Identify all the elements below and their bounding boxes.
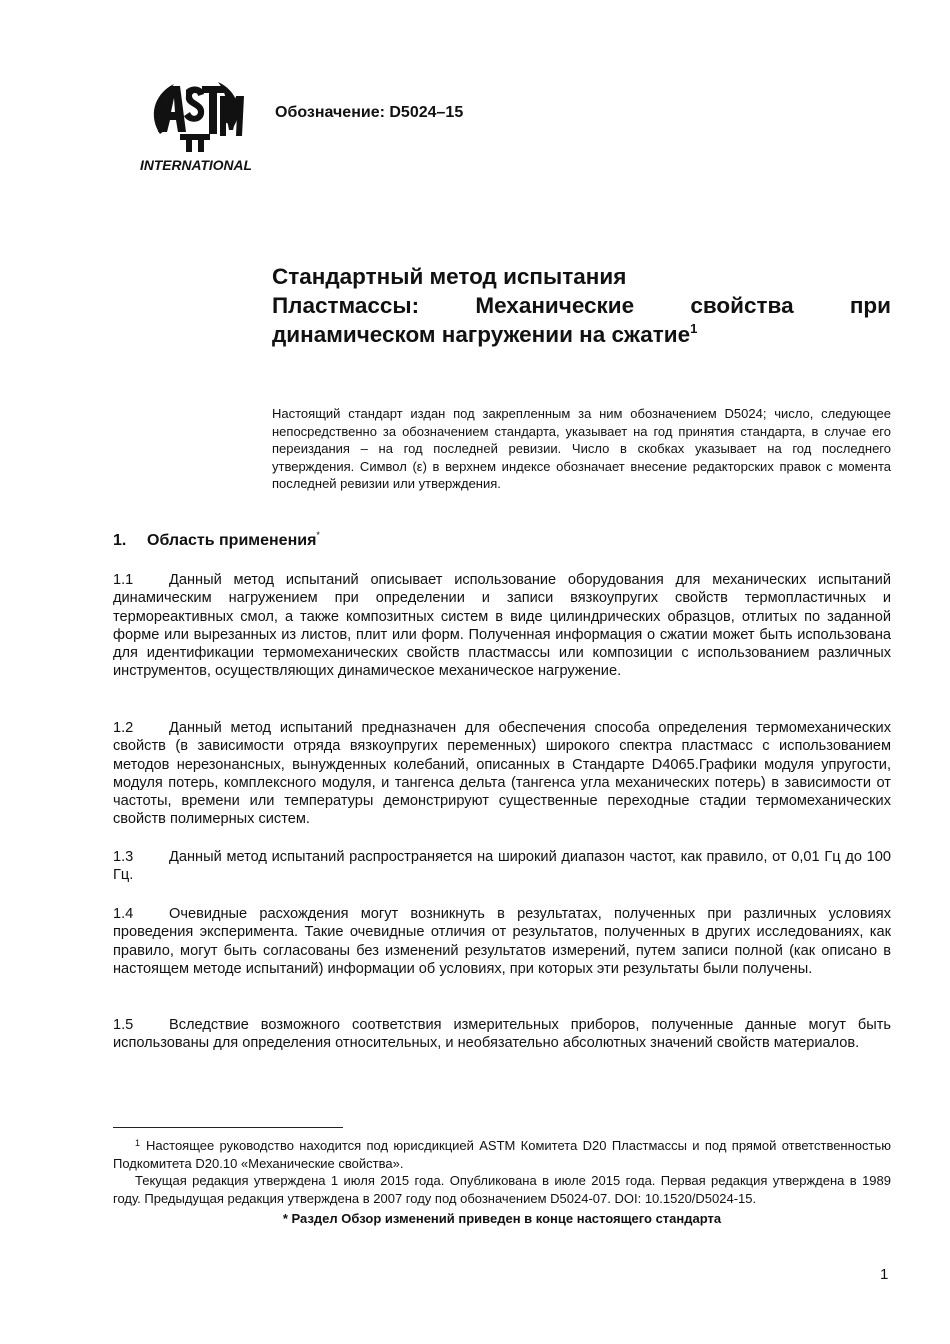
title-line-1: Стандартный метод испытания [272, 264, 627, 289]
footnotes [113, 1137, 891, 1228]
document-title [272, 262, 891, 349]
section-marker: * [316, 530, 320, 540]
paragraph [113, 848, 891, 885]
astm-logo [140, 76, 254, 174]
paragraph-number: 1.2 [113, 720, 134, 736]
paragraph [113, 905, 891, 978]
section-number: 1. [113, 532, 127, 549]
paragraph-text: Очевидные расхождения могут возникнуть в результатах, полученных при различных условиях проведения эксперимента. Такие очевидные отличия от результатов, полученных в других исследованиях, как правило, могут быть согласованы без изменений результатов измерений, путем записи полной (как описано в настоящем методе испытаний) информации об условиях, при которых эти результаты были получены. [113, 906, 891, 977]
paragraph-number: 1.4 [113, 906, 134, 922]
svg-text:INTERNATIONAL: INTERNATIONAL [140, 158, 252, 173]
paragraph-number: 1.3 [113, 849, 134, 865]
summary-of-changes-note: * Раздел Обзор изменений приведен в конце настоящего стандарта [282, 1211, 722, 1227]
section-heading [113, 532, 320, 550]
footnote-1 [113, 1137, 891, 1172]
section-title: Область применения [147, 532, 317, 549]
designation: Обозначение: D5024–15 [275, 104, 464, 121]
title-line-2: Пластмассы: Механические свойства при [272, 293, 891, 318]
footnote-1-edition: Текущая редакция утверждена 1 июля 2015 года. Опубликована в июле 2015 года. Первая редакция утверждена в 1989 году. Предыдущая редакция утверждена в 2007 году под обозначением D5024-07. DOI: 10.1520/D5024-15. [113, 1173, 891, 1206]
page-number: 1 [880, 1266, 889, 1283]
paragraph-number: 1.1 [113, 572, 134, 588]
paragraph [113, 719, 891, 829]
paragraph [113, 571, 891, 681]
paragraph-number: 1.5 [113, 1017, 134, 1033]
footnote-1-text: Настоящее руководство находится под юрисдикцией ASTM Комитета D20 Пластмассы и под прямой ответственностью Подкомитета D20.10 «Механические свойства». [113, 1138, 891, 1171]
paragraph-text: Вследствие возможного соответствия измерительных приборов, полученные данные могут быть использованы для определения относительных, и необязательно абсолютных значений свойств материалов. [113, 1017, 891, 1052]
paragraph-text: Данный метод испытаний описывает использование оборудования для механических испытаний динамическим нагружением при определении и записи вязкоупругих свойств термопластичных и термореактивных смол, а также композитных систем в виде цилиндрических образцов, отлитых по заданной форме или вырезанных из листов, плит или форм. Полученная информация о сжатии может быть использована для идентификации термомеханических свойств пластмассы или композиции с использованием различных инструментов, осуществляющих динамическое механическое нагружение. [113, 572, 891, 680]
paragraph [113, 1016, 891, 1053]
footnote-1-mark: 1 [135, 1138, 141, 1148]
footnote-divider [113, 1127, 343, 1128]
title-footnote-ref[interactable]: 1 [690, 321, 698, 336]
standard-notice: Настоящий стандарт издан под закрепленным за ним обозначением D5024; число, следующее непосредственно за обозначением стандарта, указывает на год принятия стандарта, в случае его переиздания – на год последней ревизии. Число в скобках указывает на год последнего утверждения. Символ (ε) в верхнем индексе обозначает внесение редакторских правок с момента последней ревизии или утверждения. [272, 406, 891, 492]
paragraph-text: Данный метод испытаний распространяется на широкий диапазон частот, как правило, от 0,01 Гц до 100 Гц. [113, 849, 891, 884]
title-line-3: динамическом нагружении на сжатие [272, 322, 691, 347]
paragraph-text: Данный метод испытаний предназначен для обеспечения способа определения термомеханических свойств (в зависимости отряда вязкоупругих переменных) широкого спектра пластмасс с использованием методов нерезонансных, вынужденных колебаний, описанных в Стандарте D4065.Графики модуля упругости, модуля потерь, комплексного модуля, и тангенса дельта (тангенса угла механических потерь) в зависимости от частоты, времени или температуры демонстрируют существенные переходные стадии термомеханических свойств полимерных систем. [113, 720, 891, 828]
